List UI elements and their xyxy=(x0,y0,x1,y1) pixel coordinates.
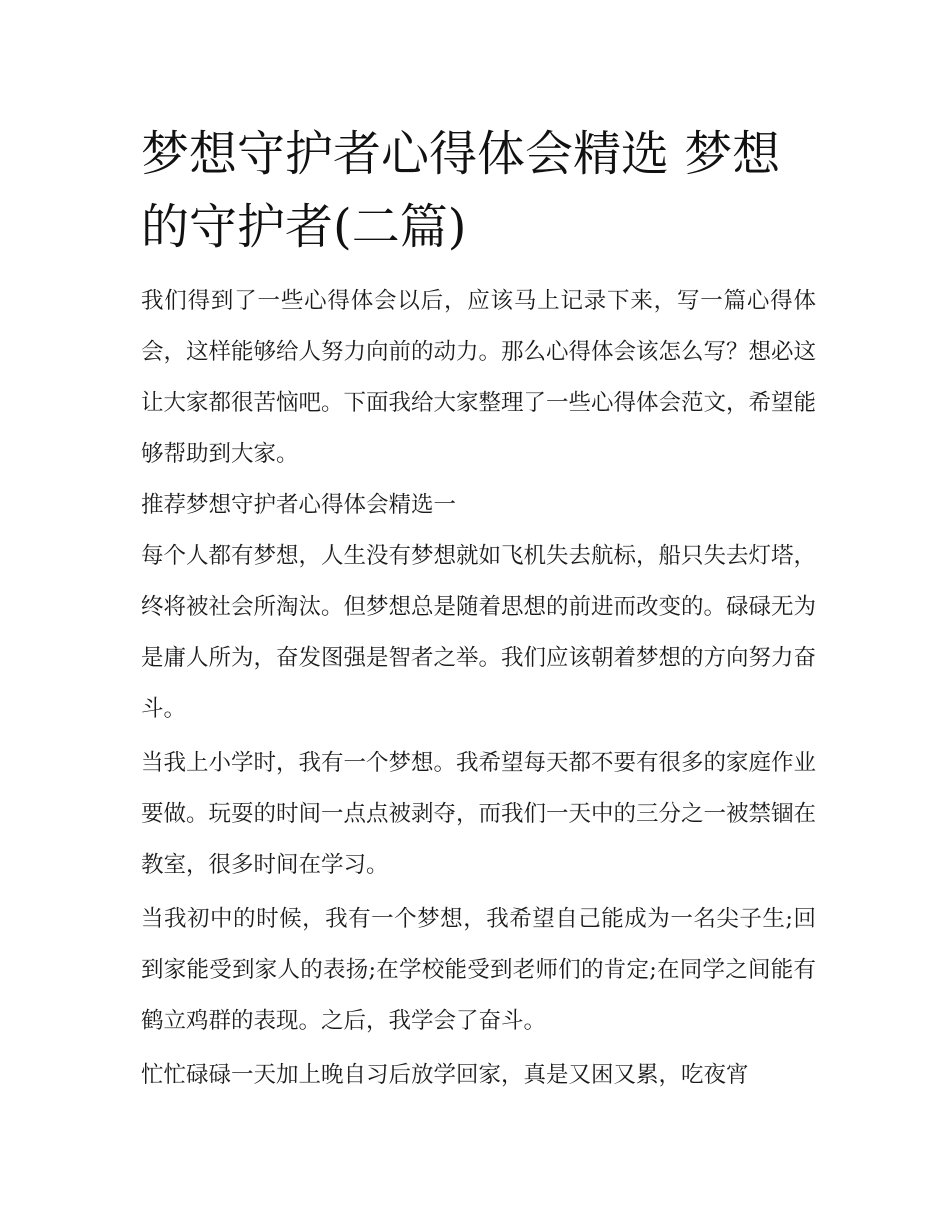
intro-paragraph: 我们得到了一些心得体会以后，应该马上记录下来，写一篇心得体会，这样能够给人努力向前的动力。那么心得体会该怎么写？想必这让大家都很苦恼吧。下面我给大家整理了一些心得体会范文，希望能够帮助到大家。 xyxy=(141,288,817,467)
body-paragraph: 当我初中的时候，我有一个梦想，我希望自己能成为一名尖子生;回到家能受到家人的表扬;在学校能受到老师们的肯定;在同学之间能有鹤立鸡群的表现。之后，我学会了奋斗。 xyxy=(141,906,816,1034)
body-paragraph: 当我上小学时，我有一个梦想。我希望每天都不要有很多的家庭作业要做。玩耍的时间一点点被剥夺，而我们一天中的三分之一被禁锢在教室，很多时间在学习。 xyxy=(141,750,817,878)
document-body xyxy=(141,118,816,1104)
document-title: 梦想守护者心得体会精选 梦想的守护者(二篇) xyxy=(141,126,781,255)
section-heading: 推荐梦想守护者心得体会精选一 xyxy=(141,492,457,518)
body-paragraph: 忙忙碌碌一天加上晚自习后放学回家，真是又困又累，吃夜宵 xyxy=(141,1062,749,1088)
body-paragraph: 每个人都有梦想，人生没有梦想就如飞机失去航标，船只失去灯塔，终将被社会所淘汰。但梦想总是随着思想的前进而改变的。碌碌无为是庸人所为，奋发图强是智者之举。我们应该朝着梦想的方向努力奋斗。 xyxy=(141,543,817,722)
